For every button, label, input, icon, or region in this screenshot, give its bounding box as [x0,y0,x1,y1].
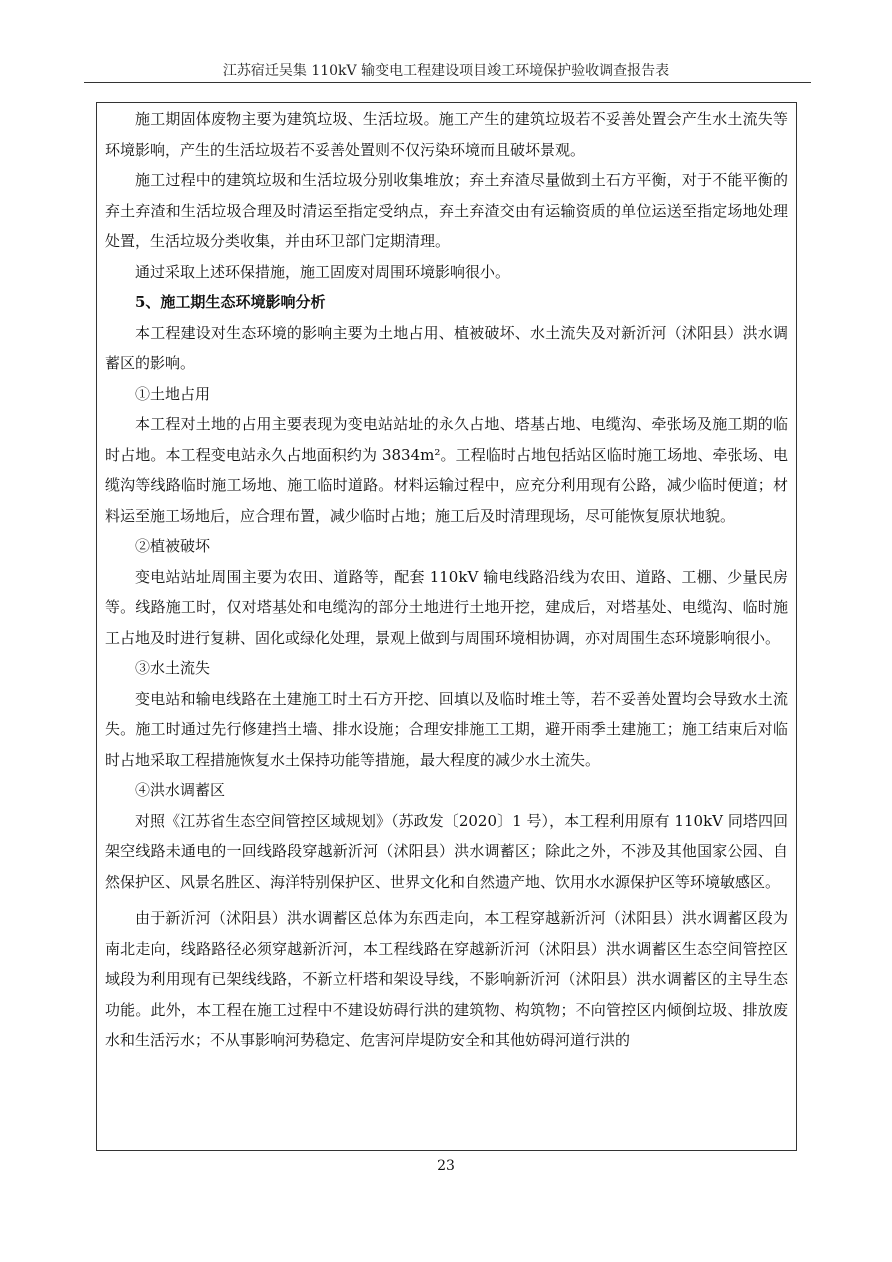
paragraph-waste-conclusion: 通过采取上述环保措施，施工固废对周围环境影响很小。 [135,262,511,281]
report-body [105,104,788,1056]
subheading-land-use: ①土地占用 [135,384,211,403]
paragraph-flood-storage-plan: 对照《江苏省生态空间管控区域规划》（苏政发〔2020〕1 号），本工程利用原有 110kV 同塔四回架空线路未通电的一回线路段穿越新沂河（沭阳县）洪水调蓄区；除此之外，不涉及其他国家公园、自然保护区、风景名胜区、海洋特别保护区、世界文化和自然遗产地、饮用水水源保护区等环境敏感区。 [105,811,788,891]
paragraph-ecology-intro: 本工程建设对生态环境的影响主要为土地占用、植被破坏、水土流失及对新沂河（沭阳县）洪水调蓄区的影响。 [105,323,788,372]
header-divider [84,82,811,83]
report-header-title: 江苏宿迁吴集 110kV 输变电工程建设项目竣工环境保护验收调查报告表 [222,63,670,79]
content-table-frame [96,102,797,1151]
page-number: 23 [437,1158,455,1174]
paragraph-soil-erosion: 变电站和输电线路在土建施工时土石方开挖、回填以及临时堆土等，若不妥善处置均会导致水土流失。施工时通过先行修建挡土墙、排水设施；合理安排施工工期，避开雨季土建施工；施工结束后对临时占地采取工程措施恢复水土保持功能等措施，最大程度的减少水土流失。 [105,689,788,769]
paragraph-land-use: 本工程对土地的占用主要表现为变电站站址的永久占地、塔基占地、电缆沟、牵张场及施工期的临时占地。本工程变电站永久占地面积约为 3834m²。工程临时占地包括站区临时施工场地、牵张场、电缆沟等线路临时施工场地、施工临时道路。材料运输过程中，应充分利用现有公路，减少临时便道；材料运至施工场地后，应合理布置，减少临时占地；施工后及时清理现场，尽可能恢复原状地貌。 [105,415,788,525]
paragraph-vegetation: 变电站站址周围主要为农田、道路等，配套 110kV 输电线路沿线为农田、道路、工棚、少量民房等。线路施工时，仅对塔基处和电缆沟的部分土地进行土地开挖，建成后，对塔基处、电缆沟、临时施工占地及时进行复耕、固化或绿化处理，景观上做到与周围环境相协调，亦对周围生态环境影响很小。 [105,567,788,647]
subheading-soil-erosion: ③水土流失 [135,659,211,677]
subheading-vegetation: ②植被破坏 [135,537,211,555]
section-heading-ecology: 5、施工期生态环境影响分析 [135,293,326,311]
paragraph-flood-storage-detail: 由于新沂河（沭阳县）洪水调蓄区总体为东西走向，本工程穿越新沂河（沭阳县）洪水调蓄区段为南北走向，线路路径必须穿越新沂河，本工程线路在穿越新沂河（沭阳县）洪水调蓄区生态空间管控区域段为利用现有已架线线路，不新立杆塔和架设导线，不影响新沂河（沭阳县）洪水调蓄区的主导生态功能。此外，本工程在施工过程中不建设妨碍行洪的建筑物、构筑物；不向管控区内倾倒垃圾、排放废水和生活污水；不从事影响河势稳定、危害河岸堤防安全和其他妨碍河道行洪的 [105,909,788,1049]
paragraph-solid-waste: 施工期固体废物主要为建筑垃圾、生活垃圾。施工产生的建筑垃圾若不妥善处置会产生水土流失等环境影响，产生的生活垃圾若不妥善处置则不仅污染环境而且破坏景观。 [105,110,788,159]
paragraph-waste-handling: 施工过程中的建筑垃圾和生活垃圾分别收集堆放；弃土弃渣尽量做到土石方平衡，对于不能平衡的弃土弃渣和生活垃圾合理及时清运至指定受纳点，弃土弃渣交由有运输资质的单位运送至指定场地处理处置，生活垃圾分类收集，并由环卫部门定期清理。 [105,171,788,250]
subheading-flood-storage: ④洪水调蓄区 [135,781,226,799]
